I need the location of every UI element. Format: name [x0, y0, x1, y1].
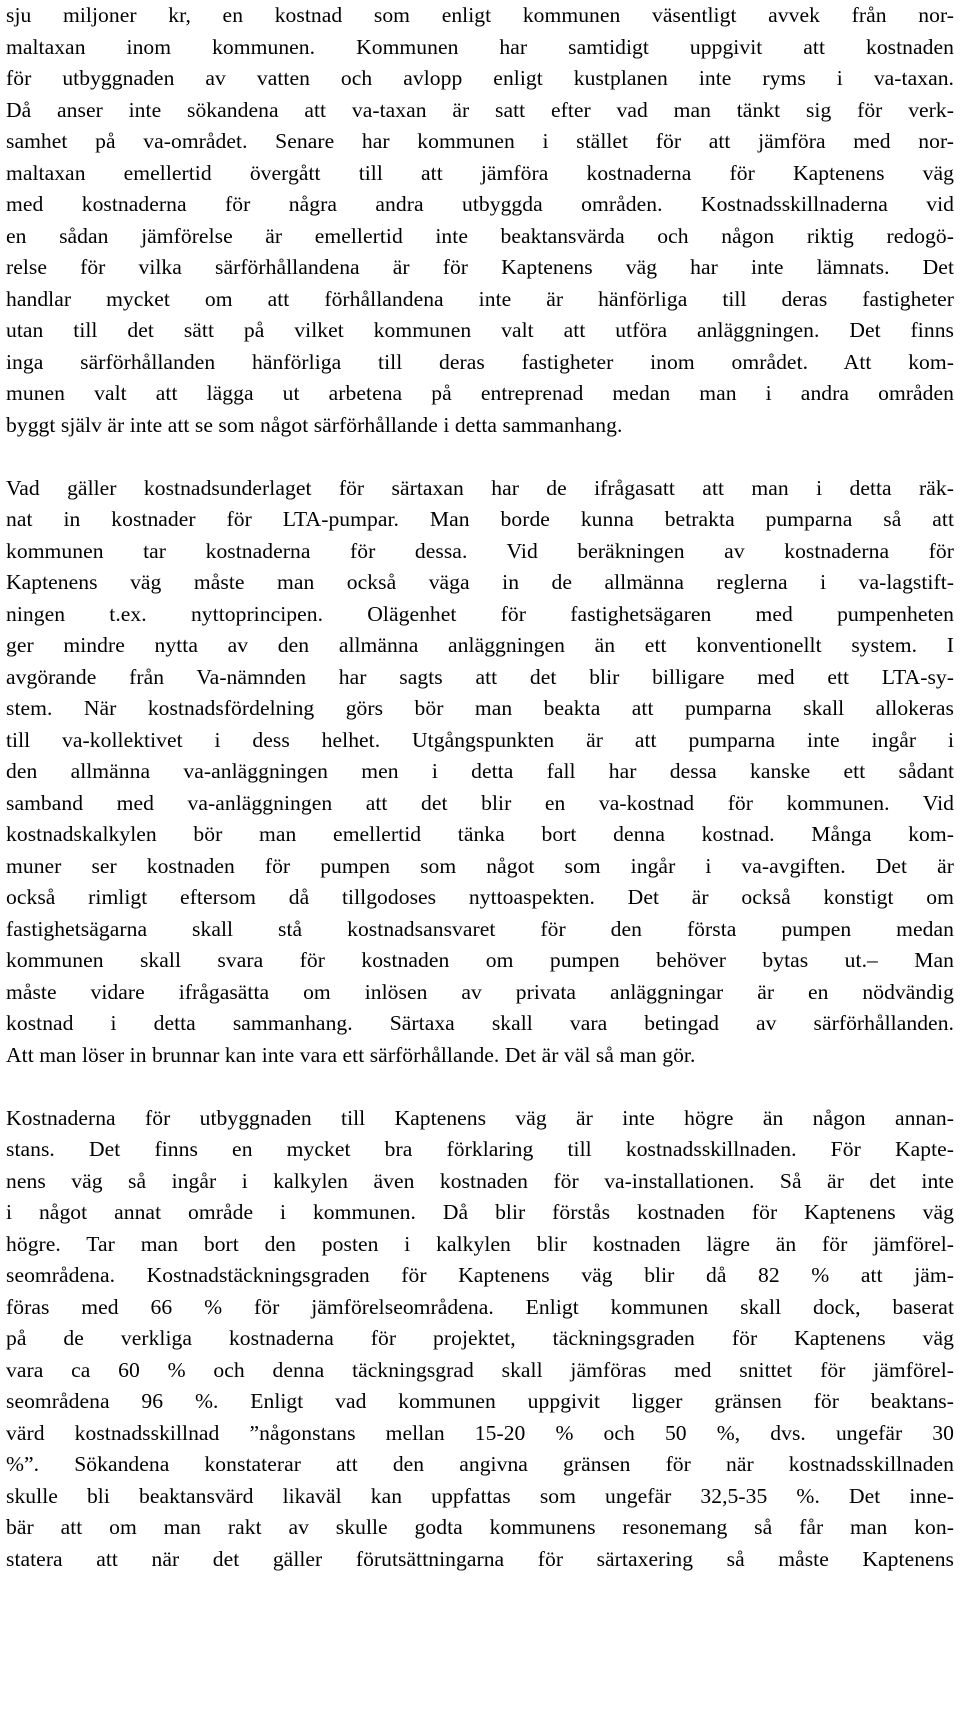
text-line: kostnadskalkylen bör man emellertid tänka bort denna kostnad. Många kom-: [6, 822, 954, 846]
text-line: Kostnaderna för utbyggnaden till Kaptenens väg är inte högre än någon annan-: [6, 1105, 954, 1130]
text-line: Kaptenens väg måste man också väga in de allmänna reglerna i va-lagstift-: [6, 570, 954, 594]
text-line: till va-kollektivet i dess helhet. Utgångspunkten är att pumparna inte ingår i: [6, 727, 954, 752]
text-line: avgörande från Va-nämnden har sagts att det blir billigare med ett LTA-sy-: [6, 664, 954, 689]
text-line: skulle bli beaktansvärd likaväl kan uppfattas som ungefär 32,5-35 %. Det inne-: [6, 1483, 954, 1508]
text-line: samhet på va-området. Senare har kommunen i stället för att jämföra med nor-: [6, 129, 954, 153]
text-line: fastighetsägarna skall stå kostnadsansvaret för den första pumpen medan: [6, 916, 954, 941]
text-line: statera att när det gäller förutsättningarna för särtaxering så måste Kaptenens: [6, 1546, 954, 1571]
text-line: handlar mycket om att förhållandena inte är hänförliga till deras fastigheter: [6, 286, 954, 311]
text-line: muner ser kostnaden för pumpen som något som ingår i va-avgiften. Det är: [6, 853, 954, 878]
text-line: nat in kostnader för LTA-pumpar. Man borde kunna betrakta pumparna så att: [6, 507, 954, 531]
text-line: högre. Tar man bort den posten i kalkylen blir kostnaden lägre än för jämförel-: [6, 1231, 954, 1256]
text-line: seområdena 96 %. Enligt vad kommunen uppgivit ligger gränsen för beaktans-: [6, 1389, 954, 1413]
text-line: seområdena. Kostnadstäckningsgraden för Kaptenens väg blir då 82 % att jäm-: [6, 1263, 954, 1287]
text-line: maltaxan emellertid övergått till att jämföra kostnaderna för Kaptenens väg: [6, 160, 954, 185]
text-line: stem. När kostnadsfördelning görs bör man beakta att pumparna skall allokeras: [6, 696, 954, 720]
text-line: inga särförhållanden hänförliga till deras fastigheter inom området. Att kom-: [6, 349, 954, 374]
text-line: Då anser inte sökandena att va-taxan är satt efter vad man tänkt sig för verk-: [6, 97, 954, 122]
text-line: med kostnaderna för några andra utbyggda områden. Kostnadsskillnaderna vid: [6, 192, 954, 216]
text-line: för utbyggnaden av vatten och avlopp enligt kustplanen inte ryms i va-taxan.: [6, 66, 954, 90]
text-line: byggt själv är inte att se som något särförhållande i detta sammanhang.: [6, 412, 623, 437]
text-line: %”. Sökandena konstaterar att den angivna gränsen för när kostnadsskillnaden: [6, 1452, 954, 1476]
paragraph: [6, 1103, 954, 1576]
text-line: kommunen tar kostnaderna för dessa. Vid beräkningen av kostnaderna för: [6, 538, 954, 563]
text-line: samband med va-anläggningen att det blir en va-kostnad för kommunen. Vid: [6, 790, 954, 815]
text-line: vara ca 60 % och denna täckningsgrad skall jämföras med snittet för jämförel-: [6, 1357, 954, 1382]
text-line: kommunen skall svara för kostnaden om pumpen behöver bytas ut.– Man: [6, 948, 954, 972]
text-line: den allmänna va-anläggningen men i detta fall har dessa kanske ett sådant: [6, 759, 954, 783]
text-line: stans. Det finns en mycket bra förklaring till kostnadsskillnaden. För Kapte-: [6, 1137, 954, 1161]
text-line: värd kostnadsskillnad ”någonstans mellan 15-20 % och 50 %, dvs. ungefär 30: [6, 1420, 954, 1445]
text-line: maltaxan inom kommunen. Kommunen har samtidigt uppgivit att kostnaden: [6, 34, 954, 59]
paragraph-gap: [6, 1071, 954, 1103]
text-line: utan till det sätt på vilket kommunen valt att utföra anläggningen. Det finns: [6, 318, 954, 342]
text-line: relse för vilka särförhållandena är för Kaptenens väg har inte lämnats. Det: [6, 255, 954, 279]
text-line: Att man löser in brunnar kan inte vara ett särförhållande. Det är väl så man gör.: [6, 1042, 696, 1067]
text-line: föras med 66 % för jämförelseområdena. Enligt kommunen skall dock, baserat: [6, 1294, 954, 1319]
text-line: munen valt att lägga ut arbetena på entreprenad medan man i andra områden: [6, 381, 954, 405]
text-line: en sådan jämförelse är emellertid inte beaktansvärda och någon riktig redogö-: [6, 223, 954, 248]
text-line: också rimligt eftersom då tillgodoses nyttoaspekten. Det är också konstigt om: [6, 885, 954, 909]
paragraph: [6, 473, 954, 1072]
text-line: Vad gäller kostnadsunderlaget för särtaxan har de ifrågasatt att man i detta räk-: [6, 475, 954, 500]
text-line: bär att om man rakt av skulle godta kommunens resonemang så får man kon-: [6, 1515, 954, 1539]
text-line: nens väg så ingår i kalkylen även kostnaden för va-installationen. Så är det inte: [6, 1168, 954, 1193]
paragraph-gap: [6, 441, 954, 473]
text-line: måste vidare ifrågasätta om inlösen av privata anläggningar är en nödvändig: [6, 979, 954, 1004]
text-line: i något annat område i kommunen. Då blir förstås kostnaden för Kaptenens väg: [6, 1200, 954, 1224]
paragraph: [6, 0, 954, 441]
document-page: [6, 0, 954, 1575]
text-line: ningen t.ex. nyttoprincipen. Olägenhet för fastighetsägaren med pumpenheten: [6, 601, 954, 626]
text-line: sju miljoner kr, en kostnad som enligt kommunen väsentligt avvek från nor-: [6, 3, 954, 27]
text-line: på de verkliga kostnaderna för projektet, täckningsgraden för Kaptenens väg: [6, 1326, 954, 1350]
text-line: kostnad i detta sammanhang. Särtaxa skall vara betingad av särförhållanden.: [6, 1011, 954, 1035]
text-line: ger mindre nytta av den allmänna anläggningen än ett konventionellt system. I: [6, 633, 954, 657]
